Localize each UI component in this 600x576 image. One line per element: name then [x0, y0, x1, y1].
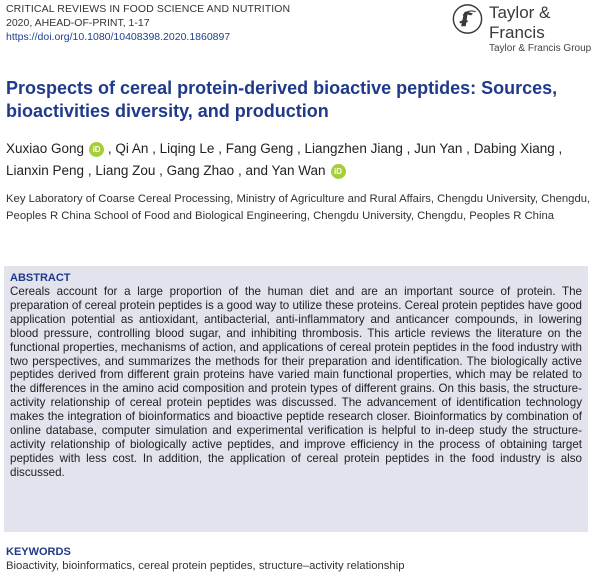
- orcid-icon[interactable]: iD: [331, 164, 346, 179]
- author[interactable]: [271, 163, 345, 178]
- publisher-logo-icon: [452, 2, 483, 36]
- author-name: Liangzhen Jiang: [304, 141, 403, 156]
- author-name: Yan Wan: [271, 163, 326, 178]
- citation: 2020, AHEAD-OF-PRINT, 1-17: [6, 17, 150, 29]
- keywords-section: [6, 545, 594, 574]
- doi-link[interactable]: https://doi.org/10.1080/10408398.2020.1860897: [6, 31, 231, 43]
- author-list: Xuxiao Gong iD , Qi An , Liqing Le , Fang Geng , Liangzhen Jiang , Jun Yan , Dabing Xiang , Lianxin Peng , Liang Zou , Gang Zhao , and Yan Wan iD: [6, 141, 563, 178]
- journal-info: [6, 2, 290, 44]
- keywords-text: Bioactivity, bioinformatics, cereal protein peptides, structure–activity relationship: [6, 560, 405, 572]
- affiliation: Key Laboratory of Coarse Cereal Processing, Ministry of Agriculture and Rural Affairs, Chengdu University, Chengdu, Peoples R China School of Food and Biological Engineering, Chengdu University, Chengdu, Peoples R China: [6, 193, 591, 222]
- orcid-icon[interactable]: iD: [89, 142, 104, 157]
- author-name: Fang Geng: [225, 141, 294, 156]
- author[interactable]: [474, 141, 555, 156]
- author[interactable]: [160, 141, 215, 156]
- author-name: Lianxin Peng: [6, 163, 85, 178]
- abstract-heading: ABSTRACT: [10, 272, 71, 284]
- article-title: Prospects of cereal protein-derived bioactive peptides: Sources, bioactivities diversity, and production: [6, 78, 558, 121]
- publisher-text: [489, 2, 600, 55]
- author[interactable]: [95, 163, 155, 178]
- author[interactable]: [6, 163, 84, 178]
- author-name: Gang Zhao: [166, 163, 235, 178]
- author[interactable]: [226, 141, 294, 156]
- author[interactable]: [6, 141, 104, 156]
- author-name: Liqing Le: [159, 141, 215, 156]
- keywords-heading: KEYWORDS: [6, 546, 71, 558]
- abstract-box: [4, 266, 588, 532]
- author-name: Qi An: [115, 141, 149, 156]
- author-name: Jun Yan: [414, 141, 463, 156]
- publisher-group: Taylor & Francis Group: [488, 43, 592, 54]
- author-name: Dabing Xiang: [473, 141, 555, 156]
- author[interactable]: [167, 163, 235, 178]
- publisher-block: [452, 2, 600, 55]
- author[interactable]: [115, 141, 148, 156]
- abstract-text: Cereals account for a large proportion of the human diet and are an important source of protein. The preparation of cereal protein peptides is a good way to utilize these proteins. Cereal protein peptides have good application potential as antioxidant, antibacterial, anti-inflammatory and anticancer compounds, in lowering blood pressure, controlling blood sugar, and inhibiting thrombosis. This article reviews the literature on the functional properties, mechanisms of action, and applications of cereal protein peptides in the food industry with two perspectives, and summarizes the methods for their preparation and identification. The biologically active peptides derived from different grain proteins have varied main functional properties, which may be related to the differences in the amino acid composition and protein types of different grains. On this basis, the structure-activity relationship of cereal protein peptides was discussed. The advancement of identification technology makes the integration of bioinformatics and bioactive peptide research closer. Bioinformatics by combination of online database, computer simulation and experimental verification is helpful to in-deep study the structure-activity relationship of biologically active peptides, and improve efficiency in the process of obtaining target peptides with less cost. In addition, the application of cereal protein peptides in the food industry is also discussed.: [10, 285, 582, 479]
- author-name: Xuxiao Gong: [6, 141, 85, 156]
- author[interactable]: [305, 141, 403, 156]
- journal-name: CRITICAL REVIEWS IN FOOD SCIENCE AND NUTRITION: [6, 3, 291, 15]
- author-name: Liang Zou: [95, 163, 156, 178]
- author[interactable]: [414, 141, 462, 156]
- publisher-name: Taylor & Francis: [488, 3, 551, 42]
